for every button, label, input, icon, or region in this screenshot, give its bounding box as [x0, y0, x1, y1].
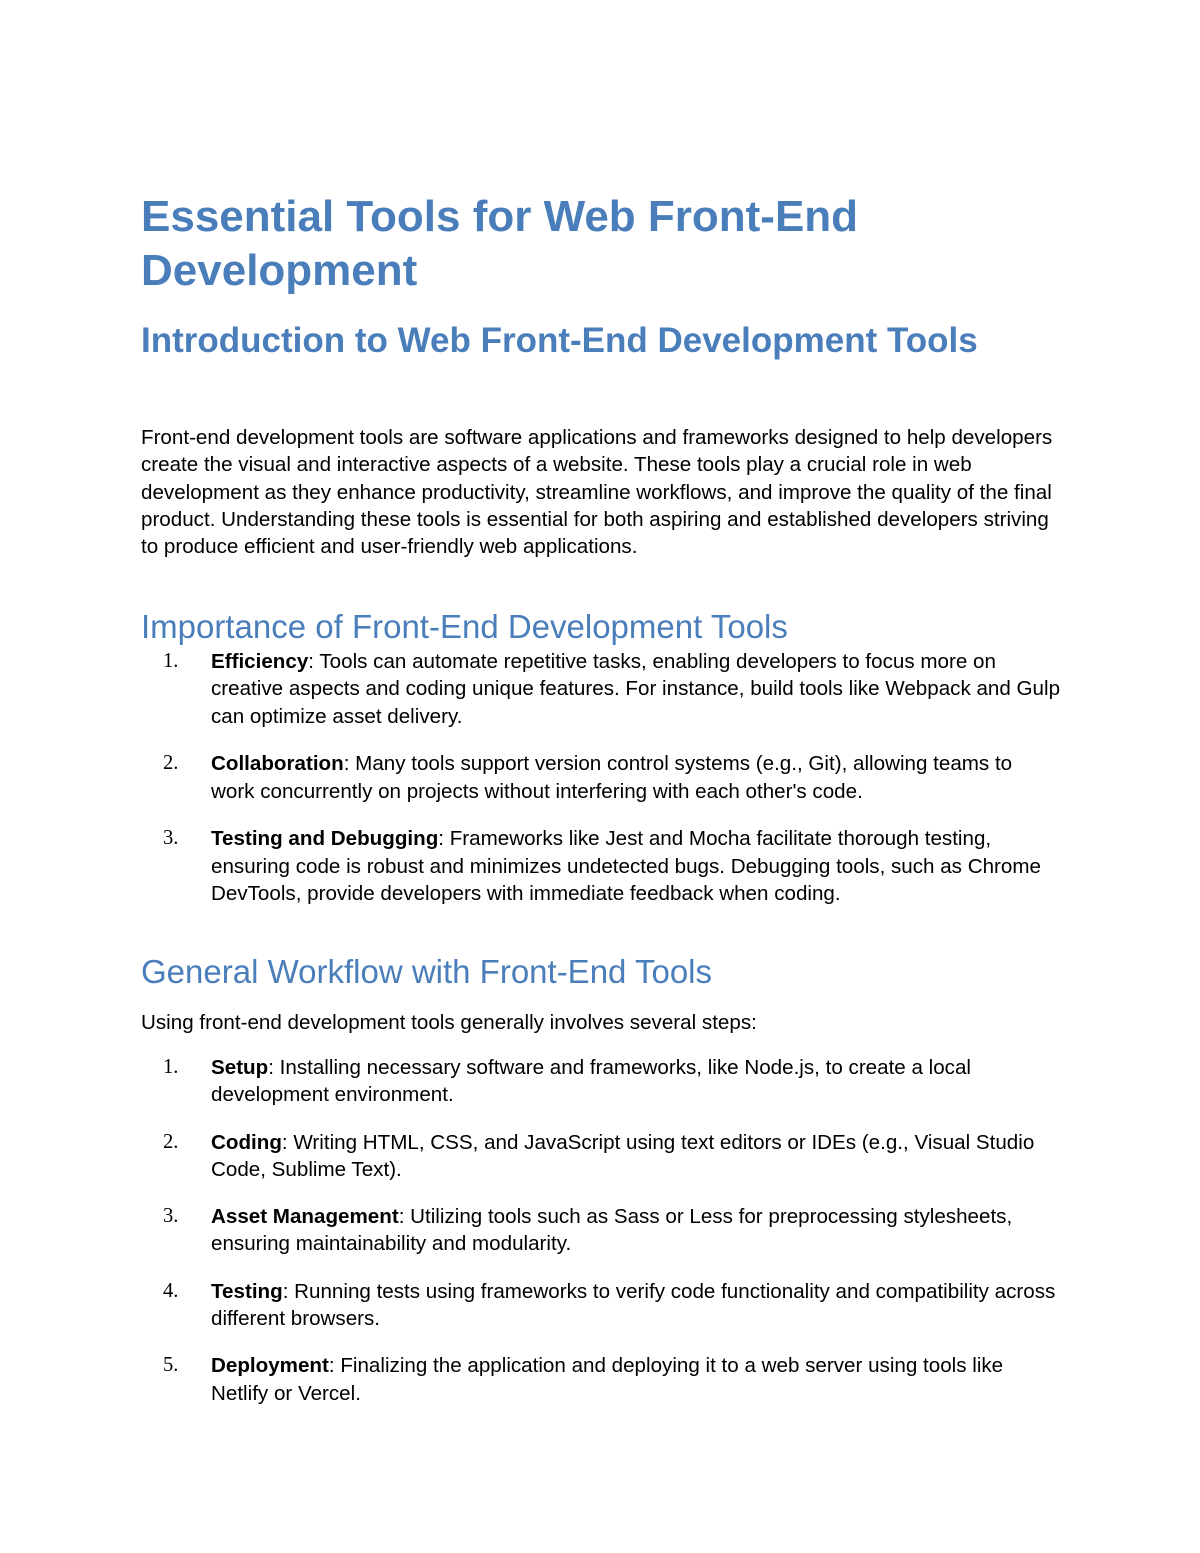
list-item-text: : Tools can automate repetitive tasks, enabling developers to focus more on creative aspects and coding unique features. For instance, build tools like Webpack and Gulp can optimize asset delivery. — [211, 650, 1061, 728]
workflow-list — [141, 1054, 1061, 1427]
list-number: 5. — [163, 1354, 179, 1377]
list-item-term: Testing — [211, 1279, 283, 1303]
list-item — [141, 1054, 1061, 1109]
list-item-term: Testing and Debugging — [211, 827, 439, 851]
list-item — [141, 825, 1061, 907]
list-number: 2. — [163, 752, 179, 775]
list-item-text: : Installing necessary software and frameworks, like Node.js, to create a local development environment. — [211, 1056, 972, 1107]
workflow-lead-paragraph: Using front-end development tools generally involves several steps: — [141, 1011, 757, 1034]
list-item — [141, 1203, 1061, 1258]
list-number: 1. — [163, 1056, 179, 1078]
list-item-text: : Running tests using frameworks to verify code functionality and compatibility across different browsers. — [211, 1279, 1056, 1331]
list-item-term: Deployment — [211, 1354, 329, 1378]
importance-heading: Importance of Front-End Development Tools — [141, 608, 788, 645]
intro-heading: Introduction to Web Front-End Development Tools — [141, 321, 978, 360]
list-item-text: : Finalizing the application and deploying it to a web server using tools like Netlify or Vercel. — [211, 1354, 1004, 1405]
list-number: 1. — [163, 650, 179, 672]
workflow-heading: General Workflow with Front-End Tools — [141, 953, 713, 990]
list-number: 4. — [163, 1279, 179, 1302]
list-item-term: Collaboration — [211, 752, 344, 776]
list-item-term: Setup — [211, 1056, 269, 1079]
list-item-text: : Utilizing tools such as Sass or Less for preprocessing stylesheets, ensuring maintainability and modularity. — [211, 1205, 1013, 1256]
list-item-text: : Many tools support version control systems (e.g., Git), allowing teams to work concurrently on projects without interfering with each other's code. — [211, 752, 1013, 803]
list-item-text: : Writing HTML, CSS, and JavaScript using text editors or IDEs (e.g., Visual Studio Code, Sublime Text). — [211, 1130, 1035, 1181]
list-item-term: Efficiency — [211, 650, 309, 673]
list-item-text: : Frameworks like Jest and Mocha facilitate thorough testing, ensuring code is robust and minimizes undetected bugs. Debugging tools, such as Chrome DevTools, provide developers with immediate feedback when coding. — [211, 827, 1041, 906]
list-item — [141, 1352, 1061, 1407]
list-item — [141, 750, 1061, 805]
list-item — [141, 1129, 1061, 1184]
list-number: 2. — [163, 1130, 179, 1153]
list-item-term: Coding — [211, 1130, 282, 1154]
importance-list — [141, 648, 1061, 928]
list-item-term: Asset Management — [211, 1205, 399, 1229]
document-title: Essential Tools for Web Front-End Development — [141, 192, 859, 295]
list-number: 3. — [163, 1205, 179, 1228]
list-item — [141, 648, 1061, 730]
intro-paragraph: Front-end development tools are software applications and frameworks designed to help developers create the visual and interactive aspects of a website. These tools play a crucial role in web development as they enhance productivity, streamline workflows, and improve the quality of the final product. Understanding these tools is essential for both aspiring and established developers striving to produce efficient and user-friendly web applications. — [141, 426, 1053, 559]
list-item — [141, 1278, 1061, 1333]
list-number: 3. — [163, 827, 179, 850]
